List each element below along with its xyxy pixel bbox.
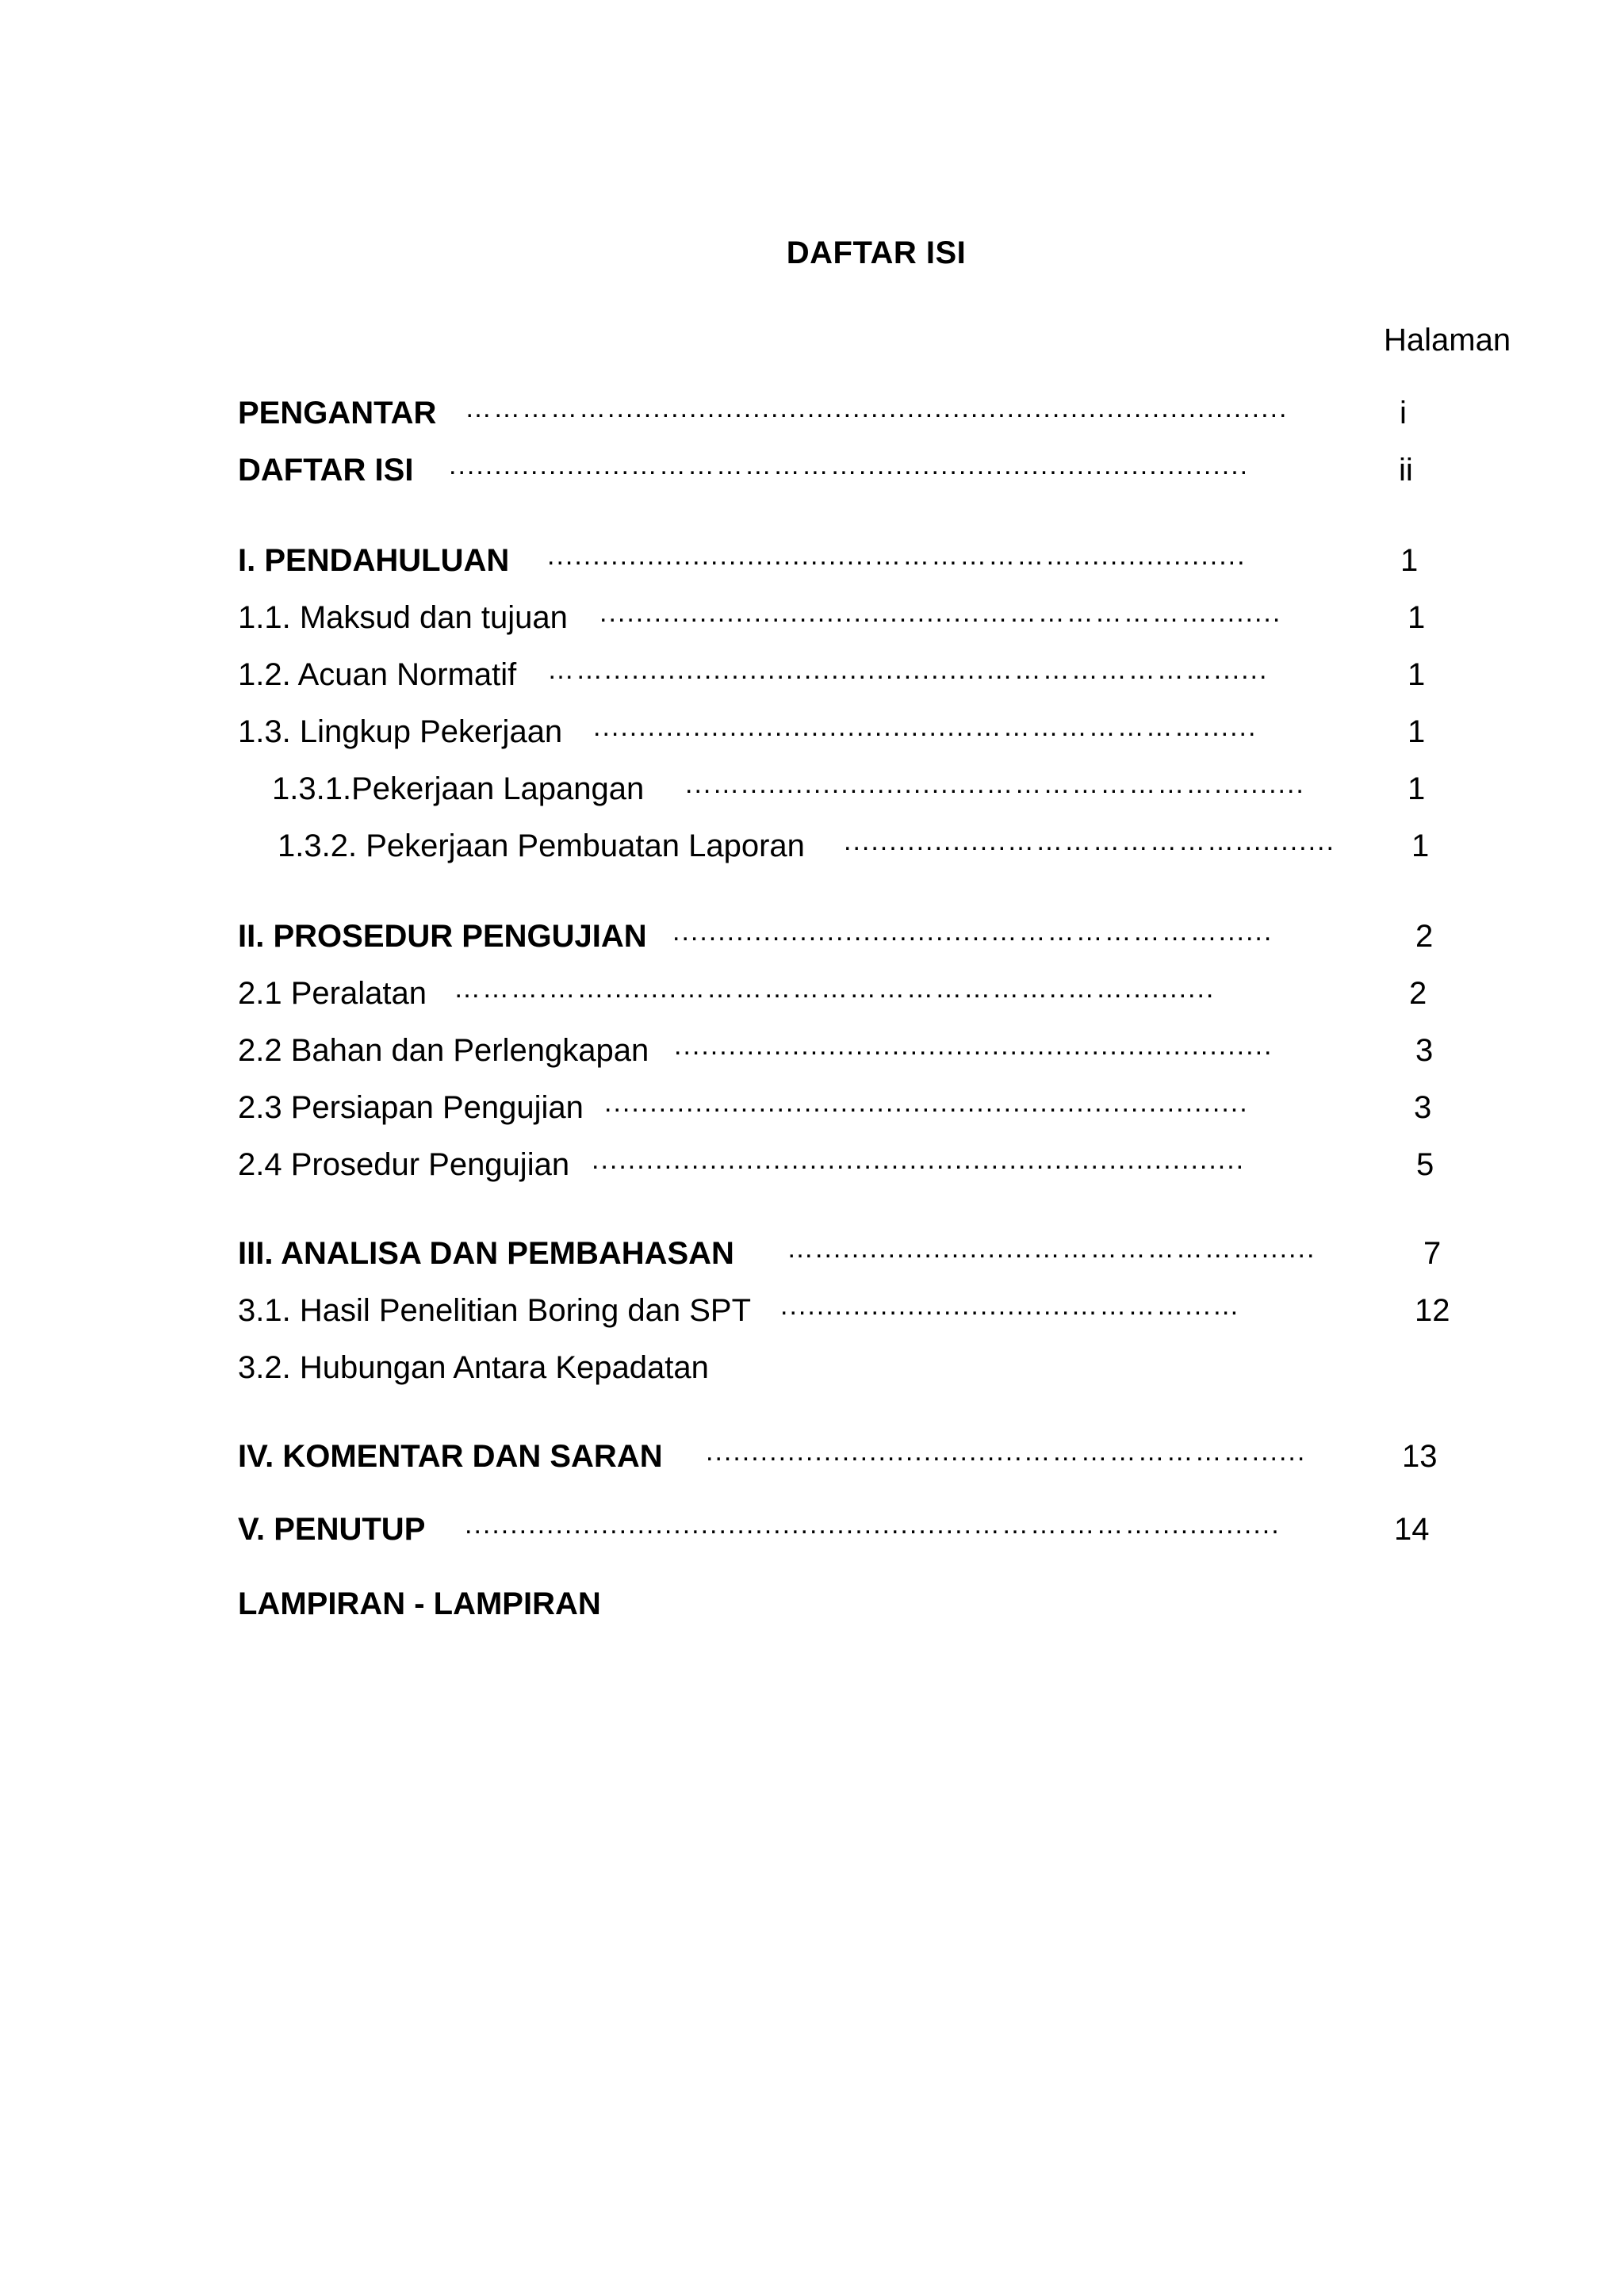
toc-entry-label: V. PENUTUP [238, 1512, 426, 1547]
toc-entry-analisa-pembahasan[interactable] [0, 1234, 1624, 1273]
toc-entry-pengantar[interactable] [0, 393, 1624, 433]
toc-entry-2-2[interactable] [0, 1031, 1624, 1070]
toc-entry-page: 1 [1408, 657, 1426, 692]
toc-entry-page: ii [1399, 453, 1413, 488]
toc-entry-komentar-saran[interactable] [0, 1437, 1624, 1476]
toc-entry-label: 1.1. Maksud dan tujuan [238, 600, 568, 635]
toc-entry-daftar-isi[interactable] [0, 450, 1624, 490]
toc-entry-1-3-2[interactable] [0, 826, 1624, 866]
toc-entry-pendahuluan[interactable] [0, 541, 1624, 580]
toc-entry-2-3[interactable] [0, 1088, 1624, 1127]
toc-entry-leader: ....................……………………........................................... [449, 450, 1250, 480]
toc-entry-page: 7 [1423, 1236, 1442, 1271]
toc-entry-page: 1 [1408, 600, 1426, 635]
toc-entry-label: LAMPIRAN - LAMPIRAN [238, 1586, 601, 1621]
toc-entry-label: III. ANALISA DAN PEMBAHASAN [238, 1236, 734, 1271]
toc-entry-leader: ……………........................................................................... [465, 393, 1289, 423]
toc-entry-1-2[interactable] [0, 655, 1624, 695]
toc-entry-leader: ...…...........................…………………….......... [685, 769, 1305, 799]
toc-entry-page: 14 [1394, 1512, 1430, 1547]
toc-entry-page: 13 [1402, 1439, 1438, 1474]
toc-entry-leader: ........................................................................ [592, 1145, 1246, 1175]
toc-entry-label: DAFTAR ISI [238, 453, 414, 488]
toc-entry-label: 2.1 Peralatan [238, 976, 427, 1011]
toc-entry-leader: ……….……........…………………………………..…….......... [454, 974, 1216, 1004]
toc-entry-label: IV. KOMENTAR DAN SARAN [238, 1439, 663, 1474]
toc-entry-label: PENGANTAR [238, 396, 437, 430]
toc-entry-label: 1.3.2. Pekerjaan Pembuatan Laporan [278, 828, 805, 863]
toc-entry-leader: ...................................……………………...... [672, 916, 1274, 947]
toc-entry-3-1[interactable] [0, 1291, 1624, 1330]
toc-entry-page: 1 [1400, 543, 1419, 578]
toc-entry-page: 2 [1415, 919, 1434, 954]
toc-entry-page: 3 [1414, 1090, 1432, 1125]
toc-entry-leader: ..........................................……………………...... [593, 712, 1258, 742]
toc-entry-page: 12 [1415, 1293, 1450, 1328]
toc-entry-leader: ……..........................................……………………...... [547, 655, 1269, 685]
toc-entry-penutup[interactable] [0, 1510, 1624, 1549]
toc-entry-page: 2 [1409, 976, 1427, 1011]
toc-entry-label: II. PROSEDUR PENGUJIAN [238, 919, 647, 954]
toc-entry-page: 1 [1408, 771, 1426, 806]
document-title: DAFTAR ISI [786, 235, 967, 270]
toc-entry-leader: ................................…………...… [780, 1291, 1241, 1321]
toc-entry-leader: ........................................................……….……….............. [465, 1510, 1281, 1540]
toc-entry-label: 3.2. Hubungan Antara Kepadatan [238, 1350, 709, 1385]
toc-entry-leader: …........................……………………...... [787, 1234, 1316, 1264]
toc-entry-label: 3.1. Hasil Penelitian Boring dan SPT [238, 1293, 752, 1328]
toc-entry-1-1[interactable] [0, 598, 1624, 637]
toc-entry-label: 1.2. Acuan Normatif [238, 657, 517, 692]
toc-entry-prosedur-pengujian[interactable] [0, 916, 1624, 956]
toc-entry-leader: ..................……………………........... [844, 826, 1335, 856]
toc-entry-label: I. PENDAHULUAN [238, 543, 510, 578]
toc-entry-label: 2.3 Persiapan Pengujian [238, 1090, 584, 1125]
toc-entry-page: i [1400, 396, 1407, 430]
toc-entry-1-3-1[interactable] [0, 769, 1624, 809]
toc-entry-page: 3 [1415, 1033, 1434, 1068]
toc-entry-page: 5 [1416, 1147, 1434, 1182]
page-column-header: Halaman [1384, 323, 1511, 358]
toc-entry-3-2[interactable] [0, 1348, 1624, 1387]
toc-entry-label: 2.2 Bahan dan Perlengkapan [238, 1033, 649, 1068]
toc-entry-leader: .................................................................. [674, 1031, 1274, 1061]
toc-entry-leader: ..........................................……………………........ [599, 598, 1282, 628]
toc-entry-page: 1 [1408, 714, 1426, 749]
toc-entry-1-3[interactable] [0, 712, 1624, 752]
toc-entry-label: 1.3. Lingkup Pekerjaan [238, 714, 563, 749]
toc-entry-2-1[interactable] [0, 974, 1624, 1013]
toc-entry-leader: ...................................……………………...... [706, 1437, 1307, 1467]
toc-entry-label: 2.4 Prosedur Pengujian [238, 1147, 570, 1182]
toc-entry-lampiran[interactable] [0, 1584, 1624, 1624]
toc-entry-leader: ....................................…………………................... [547, 541, 1247, 571]
toc-entry-2-4[interactable] [0, 1145, 1624, 1184]
toc-entry-page: 1 [1411, 828, 1430, 863]
toc-entry-leader: ....................................................................... [604, 1088, 1249, 1118]
toc-entry-label: 1.3.1.Pekerjaan Lapangan [272, 771, 645, 806]
